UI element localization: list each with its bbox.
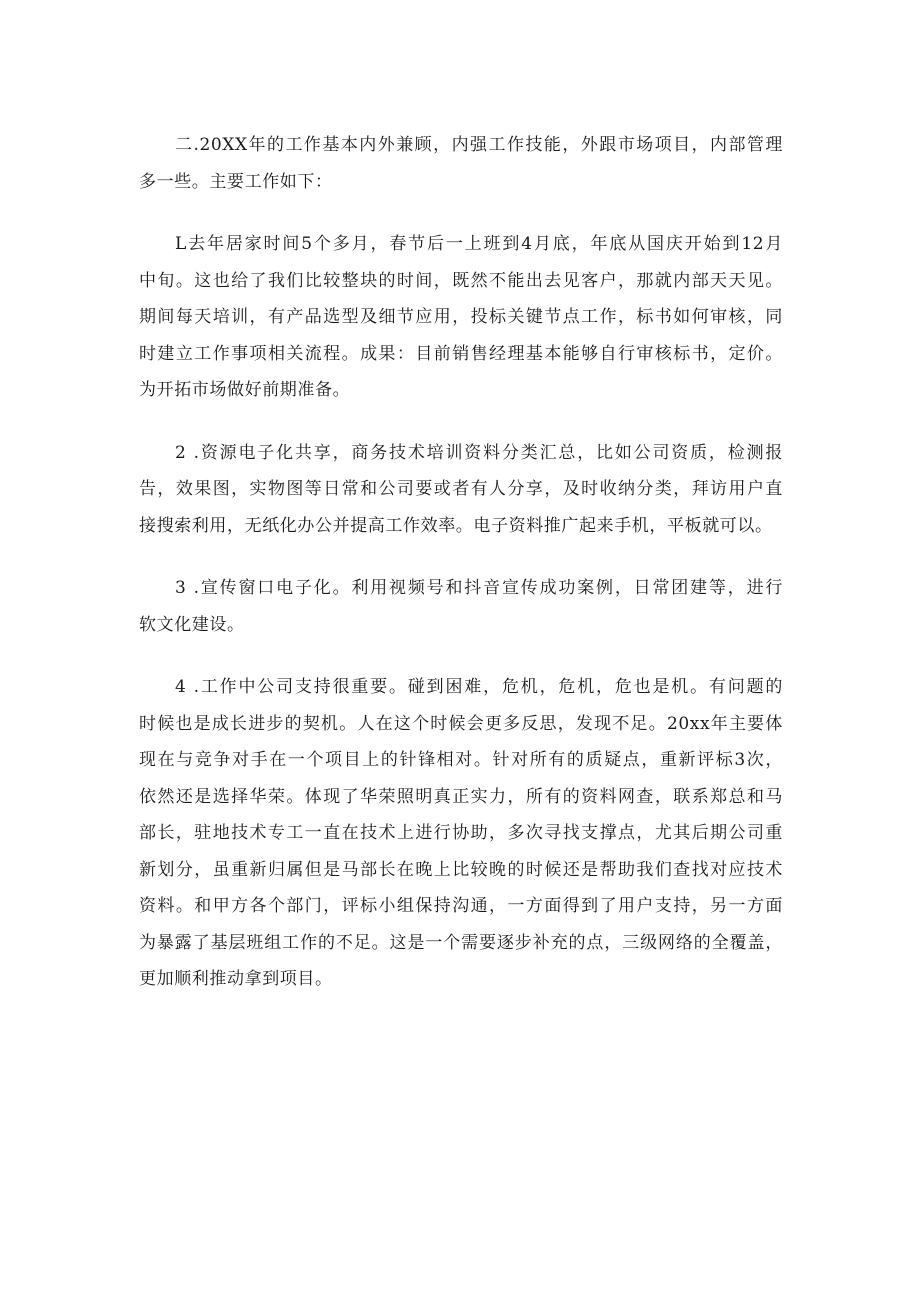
text-line: 中旬。这也给了我们比较整块的时间，既然不能出去见客户，那就内部天天见。 <box>139 270 783 291</box>
text-line: 多一些。主要工作如下： <box>139 171 333 192</box>
text-line: 新划分，虽重新归属但是马部长在晚上比较晚的时候还是帮助我们查找对应技术 <box>139 859 783 880</box>
paragraph-item-4 <box>139 669 783 998</box>
text-line: 期间每天培训，有产品选型及细节应用，投标关键节点工作，标书如何审核，同 <box>139 307 783 327</box>
paragraph-work-summary-intro <box>139 127 783 200</box>
text-line: 现在与竞争对手在一个项目上的针锋相对。针对所有的质疑点，重新评标3次， <box>139 750 783 770</box>
text-line: 接搜索利用，无纸化办公并提高工作效率。电子资料推广起来手机，平板就可以。 <box>139 515 773 536</box>
text-line: 时建立工作事项相关流程。成果：目前销售经理基本能够自行审核标书，定价。 <box>139 343 783 364</box>
text-line: L去年居家时间5个多月，春节后一上班到4月底，年底从国庆开始到12月 <box>175 234 783 254</box>
text-line: 2 .资源电子化共享，商务技术培训资料分类汇总，比如公司资质，检测报 <box>175 442 783 463</box>
text-line: 3 .宣传窗口电子化。利用视频号和抖音宣传成功案例，日常团建等，进行 <box>175 578 783 598</box>
text-line: 部长，驻地技术专工一直在技术上进行协助，多次寻找支撑点，尤其后期公司重 <box>139 823 783 843</box>
text-line: 为暴露了基层班组工作的不足。这是一个需要逐步补充的点，三级网络的全覆盖， <box>139 932 783 953</box>
text-line: 4 .工作中公司支持很重要。碰到困难，危机，危机，危也是机。有问题的 <box>175 677 783 697</box>
text-line: 更加顺利推动拿到项目。 <box>139 969 333 989</box>
text-line: 依然还是选择华荣。体现了华荣照明真正实力，所有的资料网查，联系郑总和马 <box>139 786 783 807</box>
document-body <box>139 127 783 1024</box>
text-line: 为开拓市场做好前期准备。 <box>139 380 351 400</box>
text-line: 软文化建设。 <box>139 614 245 635</box>
paragraph-item-3 <box>139 570 783 643</box>
text-line: 资料。和甲方各个部门，评标小组保持沟通，一方面得到了用户支持，另一方面 <box>139 896 783 916</box>
text-line: 时候也是成长进步的契机。人在这个时候会更多反思，发现不足。20xx年主要体 <box>139 713 783 734</box>
paragraph-item-2 <box>139 435 783 545</box>
text-line: 二.20XX年的工作基本内外兼顾，内强工作技能，外跟市场项目，内部管理 <box>175 135 783 155</box>
paragraph-item-1 <box>139 226 783 409</box>
text-line: 告，效果图，实物图等日常和公司要或者有人分享，及时收纳分类，拜访用户直 <box>139 479 783 499</box>
